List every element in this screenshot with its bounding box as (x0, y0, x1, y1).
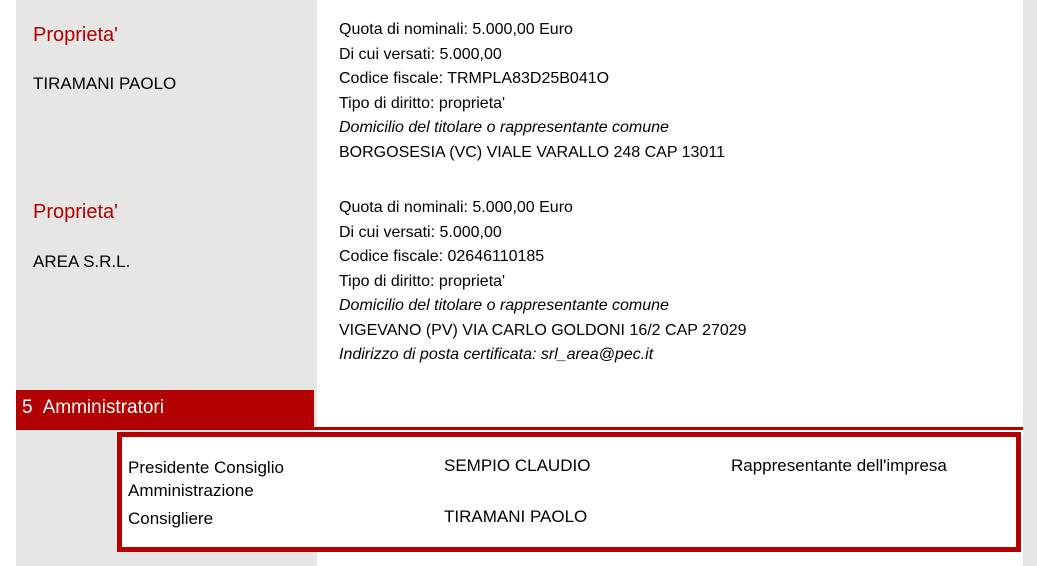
codice-fiscale-text: Codice fiscale: TRMPLA83D25B041O (339, 70, 610, 87)
section-number: 5 (22, 397, 33, 418)
owner-title: Proprieta' (33, 201, 118, 223)
owner-title: Proprieta' (33, 24, 118, 46)
admin-role: Consigliere (128, 509, 214, 528)
versati-text: Di cui versati: 5.000,00 (339, 223, 502, 241)
section-header-amministratori (16, 390, 314, 430)
admin-role: Presidente Consiglio Amministrazione (128, 458, 284, 500)
admin-qualification: Rappresentante dell'impresa (731, 456, 947, 475)
admin-name: SEMPIO CLAUDIO (444, 456, 591, 475)
tipo-diritto-text: Tipo di diritto: proprieta' (339, 272, 506, 290)
domicilio-label: Domicilio del titolare o rappresentante comune (339, 119, 669, 136)
section-title: Amministratori (42, 397, 164, 418)
right-edge-background (1023, 0, 1037, 566)
quota-text: Quota di nominali: 5.000,00 Euro (339, 199, 573, 216)
section-divider (314, 427, 1023, 430)
domicilio-text: VIGEVANO (PV) VIA CARLO GOLDONI 16/2 CAP 27029 (339, 321, 747, 339)
owner-details (339, 18, 725, 165)
pec-text: Indirizzo di posta certificata: srl_area@pec.it (339, 346, 654, 363)
admin-name: TIRAMANI PAOLO (444, 507, 588, 526)
owner-details (339, 196, 747, 368)
quota-text: Quota di nominali: 5.000,00 Euro (339, 21, 573, 38)
owner-name: TIRAMANI PAOLO (33, 74, 177, 93)
codice-fiscale-text: Codice fiscale: 02646110185 (339, 248, 545, 265)
administrators-table (117, 432, 1021, 552)
tipo-diritto-text: Tipo di diritto: proprieta' (339, 94, 506, 112)
domicilio-label: Domicilio del titolare o rappresentante comune (339, 297, 669, 314)
domicilio-text: BORGOSESIA (VC) VIALE VARALLO 248 CAP 13011 (339, 143, 725, 161)
owner-name: AREA S.R.L. (33, 252, 131, 271)
versati-text: Di cui versati: 5.000,00 (339, 45, 502, 63)
